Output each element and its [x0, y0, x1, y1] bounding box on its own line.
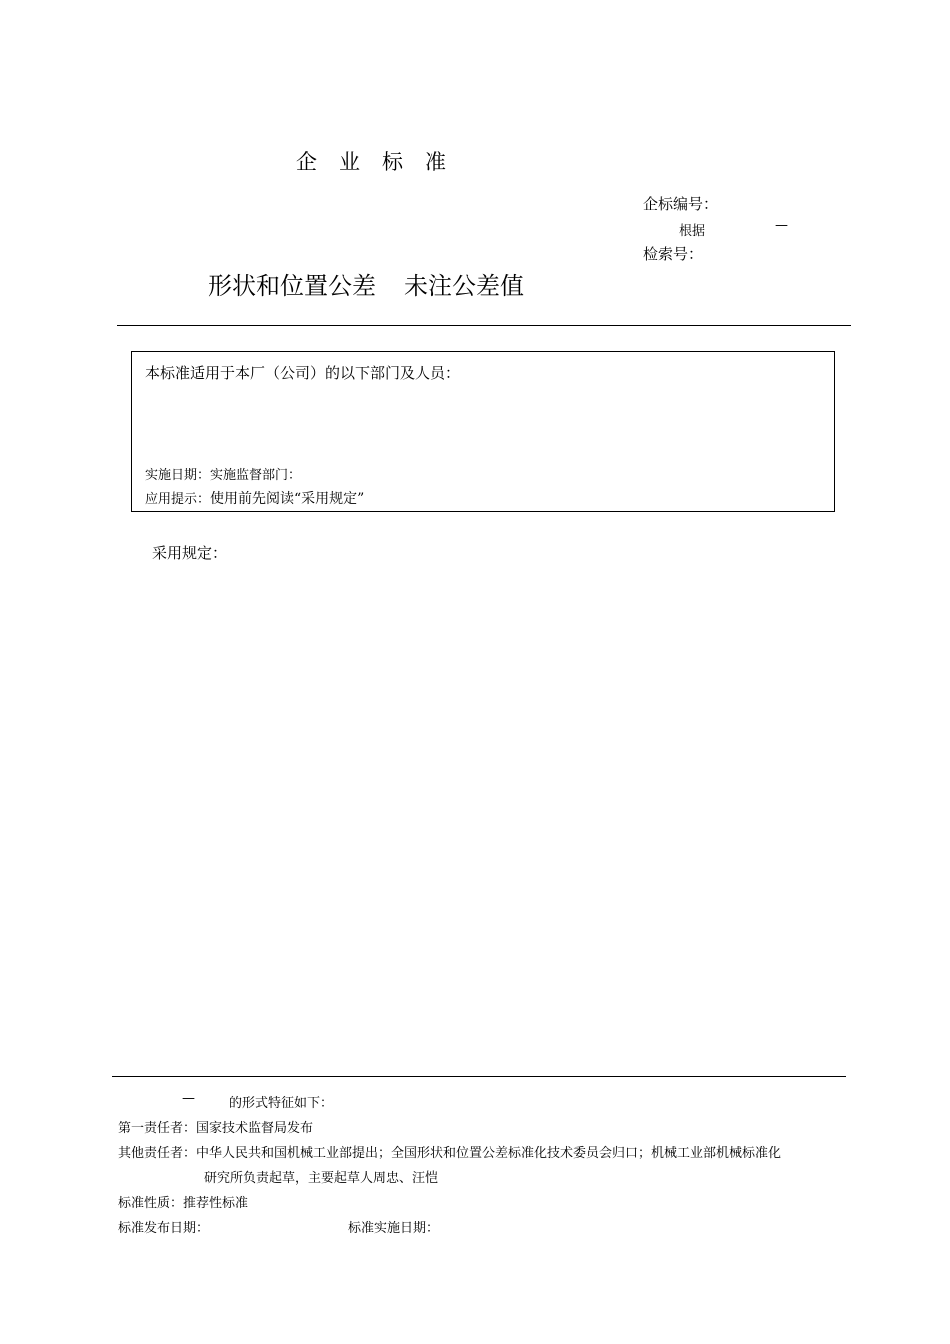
hint-label: 应用提示： — [145, 492, 211, 507]
header-title: 企业标准 — [296, 150, 468, 174]
primary-responsible-row — [118, 1117, 313, 1136]
form-dash: — — [182, 1091, 195, 1106]
publish-date-label: 标准发布日期： — [118, 1221, 210, 1236]
document-title-part1: 形状和位置公差 — [208, 272, 376, 300]
scope-box — [131, 351, 835, 512]
others-label: 其他责任者： — [118, 1146, 197, 1161]
hint-value: 使用前先阅读“采用规定” — [210, 491, 365, 507]
others-value-line1: 中华人民共和国机械工业部提出；全国形状和位置公差标准化技术委员会归口；机械工业部机械标准化 — [196, 1146, 782, 1161]
nature-label: 标准性质： — [118, 1196, 184, 1211]
document-title — [208, 266, 524, 301]
standard-nature-row — [118, 1192, 248, 1211]
impl-dept-label: 实施监督部门： — [210, 468, 302, 483]
primary-label: 第一责任者： — [118, 1121, 197, 1136]
primary-value: 国家技术监督局发布 — [196, 1121, 314, 1136]
nature-value: 推荐性标准 — [183, 1196, 249, 1211]
top-divider — [117, 325, 851, 326]
form-features-intro: 的形式特征如下： — [229, 1096, 334, 1111]
bottom-divider — [112, 1076, 846, 1077]
basis-dash: — — [775, 218, 788, 233]
application-hint — [145, 488, 364, 508]
implementation-line — [145, 464, 301, 483]
document-title-part2: 未注公差值 — [404, 272, 524, 300]
other-responsible-row-continued: 研究所负责起草，主要起草人周忠、汪恺 — [204, 1171, 439, 1186]
scope-intro: 本标准适用于本厂（公司）的以下部门及人员： — [145, 364, 461, 382]
std-number-label: 企标编号： — [643, 195, 719, 213]
retrieval-number-label: 检索号： — [643, 245, 704, 263]
impl-date-label: 实施日期： — [145, 468, 211, 483]
adoption-rules-label: 采用规定： — [152, 544, 228, 562]
implementation-date-label: 标准实施日期： — [348, 1221, 440, 1236]
basis-label: 根据 — [679, 224, 706, 239]
other-responsible-row — [118, 1142, 781, 1161]
